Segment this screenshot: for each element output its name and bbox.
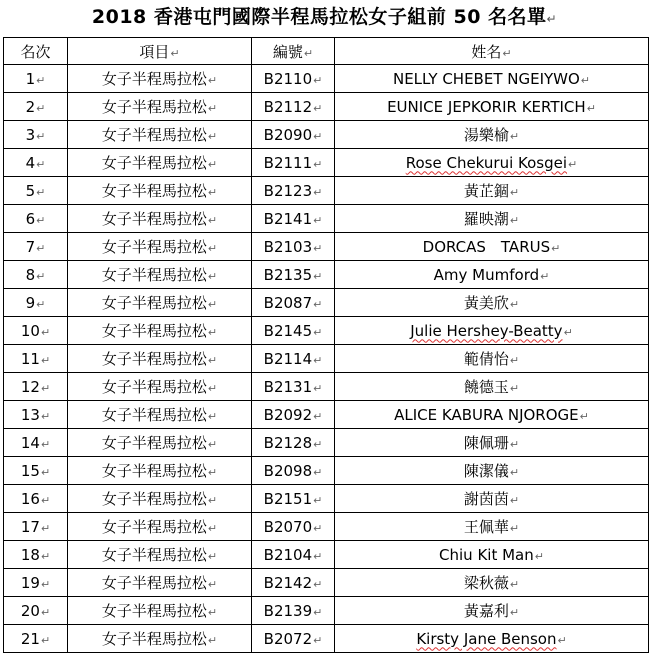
cell-rank-text: 20 <box>20 601 40 620</box>
cell-event-text: 女子半程馬拉松 <box>101 350 207 368</box>
cell-event-text: 女子半程馬拉松 <box>101 322 207 340</box>
paragraph-mark-icon: ↵ <box>36 269 46 283</box>
paragraph-mark-icon: ↵ <box>170 46 180 60</box>
cell-rank-text: 10 <box>20 321 40 340</box>
cell-name <box>335 513 649 541</box>
paragraph-mark-icon: ↵ <box>313 577 323 591</box>
cell-rank <box>4 485 68 513</box>
cell-event-text: 女子半程馬拉松 <box>101 210 207 228</box>
cell-bib-text: B2145 <box>263 321 313 340</box>
cell-event <box>68 569 252 597</box>
cell-rank-text: 17 <box>20 517 40 536</box>
cell-bib-text: B2104 <box>263 545 313 564</box>
cell-name-text: 陳潔儀 <box>463 462 509 480</box>
paragraph-mark-icon: ↵ <box>313 185 323 199</box>
cell-name <box>335 597 649 625</box>
cell-name <box>335 261 649 289</box>
cell-name-text: Julie Hershey-Beatty <box>410 321 563 340</box>
paragraph-mark-icon: ↵ <box>586 101 596 115</box>
paragraph-mark-icon: ↵ <box>36 73 46 87</box>
paragraph-mark-icon: ↵ <box>313 381 323 395</box>
paragraph-mark-icon: ↵ <box>509 186 520 199</box>
paragraph-mark-icon: ↵ <box>502 46 512 60</box>
cell-bib-text: B2131 <box>263 377 313 396</box>
table-row <box>4 597 649 625</box>
cell-bib-text: B2072 <box>263 629 313 648</box>
cell-bib <box>252 93 335 121</box>
table-row <box>4 261 649 289</box>
paragraph-mark-icon: ↵ <box>313 549 323 563</box>
table-row <box>4 65 649 93</box>
table-row <box>4 569 649 597</box>
paragraph-mark-icon: ↵ <box>207 74 218 87</box>
paragraph-mark-icon: ↵ <box>36 157 46 171</box>
document-title-text: 2018 香港屯門國際半程馬拉松女子組前 50 名名單 <box>91 6 547 28</box>
cell-event-text: 女子半程馬拉松 <box>101 602 207 620</box>
document-title <box>0 4 649 32</box>
cell-bib <box>252 541 335 569</box>
paragraph-mark-icon: ↵ <box>40 633 51 647</box>
cell-name-text: Rose Chekurui Kosgei <box>405 153 568 172</box>
cell-bib-text: B2103 <box>263 237 313 256</box>
paragraph-mark-icon: ↵ <box>40 437 51 451</box>
cell-rank-text: 21 <box>20 629 40 648</box>
cell-rank <box>4 317 68 345</box>
cell-rank <box>4 65 68 93</box>
cell-event-text: 女子半程馬拉松 <box>101 518 207 536</box>
cell-rank <box>4 569 68 597</box>
cell-name <box>335 121 649 149</box>
table-row <box>4 457 649 485</box>
cell-name-text: 黃美欣 <box>463 294 509 312</box>
paragraph-mark-icon: ↵ <box>207 214 218 227</box>
paragraph-mark-icon: ↵ <box>207 102 218 115</box>
cell-bib <box>252 261 335 289</box>
paragraph-mark-icon: ↵ <box>40 353 51 367</box>
cell-name-text: 饒德玉 <box>463 378 509 396</box>
paragraph-mark-icon: ↵ <box>40 605 51 619</box>
paragraph-mark-icon: ↵ <box>207 298 218 311</box>
paragraph-mark-icon: ↵ <box>563 325 573 339</box>
cell-rank-text: 14 <box>20 433 40 452</box>
cell-rank <box>4 177 68 205</box>
cell-event <box>68 625 252 653</box>
cell-event-text: 女子半程馬拉松 <box>101 574 207 592</box>
paragraph-mark-icon: ↵ <box>509 354 520 367</box>
cell-bib <box>252 289 335 317</box>
paragraph-mark-icon: ↵ <box>207 606 218 619</box>
cell-rank-text: 12 <box>20 377 40 396</box>
paragraph-mark-icon: ↵ <box>40 465 51 479</box>
cell-bib <box>252 205 335 233</box>
table-row <box>4 513 649 541</box>
paragraph-mark-icon: ↵ <box>313 437 323 451</box>
table-row <box>4 541 649 569</box>
paragraph-mark-icon: ↵ <box>36 297 46 311</box>
paragraph-mark-icon: ↵ <box>509 438 520 451</box>
cell-name-text: 陳佩珊 <box>463 434 509 452</box>
cell-event <box>68 429 252 457</box>
paragraph-mark-icon: ↵ <box>313 73 323 87</box>
paragraph-mark-icon: ↵ <box>313 633 323 647</box>
paragraph-mark-icon: ↵ <box>36 101 46 115</box>
paragraph-mark-icon: ↵ <box>207 186 218 199</box>
cell-rank <box>4 401 68 429</box>
cell-name <box>335 317 649 345</box>
paragraph-mark-icon: ↵ <box>40 381 51 395</box>
cell-event-text: 女子半程馬拉松 <box>101 266 207 284</box>
cell-event-text: 女子半程馬拉松 <box>101 462 207 480</box>
table-row <box>4 485 649 513</box>
cell-bib <box>252 401 335 429</box>
cell-rank <box>4 261 68 289</box>
cell-bib-text: B2141 <box>263 209 313 228</box>
cell-name-text: 黃芷錮 <box>463 182 509 200</box>
cell-name <box>335 233 649 261</box>
paragraph-mark-icon: ↵ <box>207 466 218 479</box>
cell-event <box>68 289 252 317</box>
cell-event <box>68 233 252 261</box>
cell-rank <box>4 345 68 373</box>
cell-name-text: Kirsty Jane Benson <box>416 629 557 648</box>
cell-rank-text: 13 <box>20 405 40 424</box>
paragraph-mark-icon: ↵ <box>313 465 323 479</box>
cell-name-text: EUNICE JEPKORIR KERTICH <box>387 97 586 116</box>
table-row <box>4 93 649 121</box>
cell-bib-text: B2070 <box>263 517 313 536</box>
cell-rank <box>4 93 68 121</box>
table-body <box>4 65 649 653</box>
cell-event <box>68 177 252 205</box>
cell-event <box>68 205 252 233</box>
cell-event-text: 女子半程馬拉松 <box>101 378 207 396</box>
cell-event-text: 女子半程馬拉松 <box>101 490 207 508</box>
paragraph-mark-icon: ↵ <box>580 73 591 87</box>
paragraph-mark-icon: ↵ <box>509 382 520 395</box>
table-row <box>4 373 649 401</box>
table-row <box>4 121 649 149</box>
cell-event-text: 女子半程馬拉松 <box>101 126 207 144</box>
cell-rank-text: 5 <box>25 181 36 200</box>
results-table <box>3 37 649 653</box>
cell-bib <box>252 121 335 149</box>
cell-event <box>68 261 252 289</box>
cell-name <box>335 401 649 429</box>
cell-rank-text: 16 <box>20 489 40 508</box>
paragraph-mark-icon: ↵ <box>207 382 218 395</box>
cell-name <box>335 149 649 177</box>
paragraph-mark-icon: ↵ <box>313 325 323 339</box>
paragraph-mark-icon: ↵ <box>509 578 520 591</box>
cell-bib-text: B2092 <box>263 405 313 424</box>
cell-name <box>335 485 649 513</box>
cell-bib <box>252 345 335 373</box>
cell-name-text: 王佩華 <box>463 518 509 536</box>
cell-bib-text: B2135 <box>263 265 313 284</box>
cell-rank <box>4 233 68 261</box>
cell-event <box>68 513 252 541</box>
table-header-row <box>4 38 649 65</box>
paragraph-mark-icon: ↵ <box>40 409 51 423</box>
cell-event <box>68 373 252 401</box>
paragraph-mark-icon: ↵ <box>534 549 544 563</box>
paragraph-mark-icon: ↵ <box>313 129 323 143</box>
paragraph-mark-icon: ↵ <box>207 326 218 339</box>
cell-rank <box>4 597 68 625</box>
cell-event <box>68 597 252 625</box>
paragraph-mark-icon: ↵ <box>207 242 218 255</box>
cell-event <box>68 149 252 177</box>
cell-rank <box>4 205 68 233</box>
cell-event-text: 女子半程馬拉松 <box>101 98 207 116</box>
paragraph-mark-icon: ↵ <box>207 270 218 283</box>
paragraph-mark-icon: ↵ <box>509 298 520 311</box>
paragraph-mark-icon: ↵ <box>313 213 323 227</box>
cell-bib <box>252 457 335 485</box>
paragraph-mark-icon: ↵ <box>40 325 51 339</box>
paragraph-mark-icon: ↵ <box>509 494 520 507</box>
cell-event <box>68 317 252 345</box>
paragraph-mark-icon: ↵ <box>36 185 46 199</box>
paragraph-mark-icon: ↵ <box>207 634 218 647</box>
cell-bib <box>252 569 335 597</box>
paragraph-mark-icon: ↵ <box>36 129 46 143</box>
cell-bib <box>252 373 335 401</box>
paragraph-mark-icon: ↵ <box>313 157 323 171</box>
cell-name <box>335 177 649 205</box>
cell-rank-text: 15 <box>20 461 40 480</box>
cell-bib <box>252 485 335 513</box>
paragraph-mark-icon: ↵ <box>207 550 218 563</box>
cell-name <box>335 345 649 373</box>
cell-bib <box>252 597 335 625</box>
cell-name-text: 黃嘉利 <box>463 602 509 620</box>
cell-name-text: 梁秋薇 <box>463 574 509 592</box>
paragraph-mark-icon: ↵ <box>551 242 561 255</box>
paragraph-mark-icon: ↵ <box>313 353 323 367</box>
cell-bib-text: B2151 <box>263 489 313 508</box>
cell-event <box>68 401 252 429</box>
cell-event-text: 女子半程馬拉松 <box>101 294 207 312</box>
cell-rank <box>4 373 68 401</box>
cell-bib <box>252 625 335 653</box>
paragraph-mark-icon: ↵ <box>207 438 218 451</box>
cell-rank <box>4 457 68 485</box>
cell-name-text: 湯樂榆 <box>463 126 509 144</box>
paragraph-mark-icon: ↵ <box>313 269 323 283</box>
cell-bib-text: B2114 <box>263 349 313 368</box>
cell-bib <box>252 149 335 177</box>
paragraph-mark-icon: ↵ <box>509 130 520 143</box>
paragraph-mark-icon: ↵ <box>509 214 520 227</box>
cell-bib <box>252 317 335 345</box>
paragraph-mark-icon: ↵ <box>313 605 323 619</box>
paragraph-mark-icon: ↵ <box>207 522 218 535</box>
header-event: 項目↵ <box>68 38 252 65</box>
cell-bib <box>252 429 335 457</box>
cell-rank-text: 6 <box>25 209 36 228</box>
header-bib: 編號↵ <box>252 38 335 65</box>
cell-bib <box>252 513 335 541</box>
cell-bib-text: B2087 <box>263 293 313 312</box>
cell-bib <box>252 65 335 93</box>
cell-bib-text: B2123 <box>263 181 313 200</box>
cell-bib-text: B2128 <box>263 433 313 452</box>
cell-bib-text: B2111 <box>263 153 313 172</box>
cell-event-text: 女子半程馬拉松 <box>101 154 207 172</box>
cell-bib-text: B2142 <box>263 573 313 592</box>
table-row <box>4 401 649 429</box>
paragraph-mark-icon: ↵ <box>207 130 218 143</box>
paragraph-mark-icon: ↵ <box>568 157 578 171</box>
paragraph-mark-icon: ↵ <box>546 12 558 26</box>
cell-rank <box>4 541 68 569</box>
cell-event-text: 女子半程馬拉松 <box>101 406 207 424</box>
paragraph-mark-icon: ↵ <box>313 101 323 115</box>
paragraph-mark-icon: ↵ <box>207 158 218 171</box>
cell-event-text: 女子半程馬拉松 <box>101 546 207 564</box>
cell-event-text: 女子半程馬拉松 <box>101 630 207 648</box>
paragraph-mark-icon: ↵ <box>313 493 323 507</box>
paragraph-mark-icon: ↵ <box>313 521 323 535</box>
cell-name-text: NELLY CHEBET NGEIYWO <box>392 69 580 88</box>
cell-name <box>335 541 649 569</box>
paragraph-mark-icon: ↵ <box>207 410 218 423</box>
header-rank: 名次 <box>4 38 68 65</box>
cell-name <box>335 65 649 93</box>
paragraph-mark-icon: ↵ <box>540 269 550 283</box>
cell-rank-text: 4 <box>25 153 36 172</box>
cell-event <box>68 93 252 121</box>
cell-rank-text: 2 <box>25 97 36 116</box>
paragraph-mark-icon: ↵ <box>313 241 323 255</box>
cell-rank-text: 11 <box>20 349 40 368</box>
cell-rank <box>4 513 68 541</box>
table-row <box>4 625 649 653</box>
cell-name-text: ALICE KABURA NJOROGE <box>394 405 579 424</box>
cell-rank-text: 7 <box>25 237 36 256</box>
cell-rank-text: 9 <box>25 293 36 312</box>
cell-rank-text: 8 <box>25 265 36 284</box>
cell-rank <box>4 149 68 177</box>
cell-name <box>335 289 649 317</box>
cell-event <box>68 65 252 93</box>
cell-bib-text: B2139 <box>263 601 313 620</box>
cell-bib <box>252 177 335 205</box>
paragraph-mark-icon: ↵ <box>509 606 520 619</box>
paragraph-mark-icon: ↵ <box>207 578 218 591</box>
paragraph-mark-icon: ↵ <box>509 522 520 535</box>
cell-name-text: 謝茵茵 <box>463 490 509 508</box>
cell-event <box>68 457 252 485</box>
table-row <box>4 233 649 261</box>
table-row <box>4 177 649 205</box>
cell-event <box>68 485 252 513</box>
table-row <box>4 345 649 373</box>
paragraph-mark-icon: ↵ <box>40 493 51 507</box>
cell-name-text: 範倩怡 <box>463 350 509 368</box>
paragraph-mark-icon: ↵ <box>313 409 323 423</box>
paragraph-mark-icon: ↵ <box>36 241 46 255</box>
paragraph-mark-icon: ↵ <box>40 549 51 563</box>
cell-rank <box>4 429 68 457</box>
table-row <box>4 149 649 177</box>
cell-bib-text: B2112 <box>263 97 313 116</box>
cell-event <box>68 541 252 569</box>
cell-bib-text: B2098 <box>263 461 313 480</box>
cell-rank-text: 19 <box>20 573 40 592</box>
cell-name <box>335 373 649 401</box>
cell-bib-text: B2110 <box>263 69 313 88</box>
cell-rank <box>4 289 68 317</box>
cell-name <box>335 569 649 597</box>
table-row <box>4 429 649 457</box>
paragraph-mark-icon: ↵ <box>579 409 589 423</box>
cell-name-text: Amy Mumford <box>433 265 540 284</box>
paragraph-mark-icon: ↵ <box>303 46 314 60</box>
table-row <box>4 317 649 345</box>
cell-rank-text: 1 <box>25 69 36 88</box>
cell-rank-text: 18 <box>20 545 40 564</box>
cell-event <box>68 121 252 149</box>
paragraph-mark-icon: ↵ <box>36 213 46 227</box>
cell-bib <box>252 233 335 261</box>
cell-name <box>335 625 649 653</box>
cell-name-text: DORCAS TARUS <box>422 238 551 256</box>
cell-rank-text: 3 <box>25 125 36 144</box>
cell-rank <box>4 625 68 653</box>
cell-name <box>335 457 649 485</box>
cell-name <box>335 429 649 457</box>
cell-event-text: 女子半程馬拉松 <box>101 238 207 256</box>
paragraph-mark-icon: ↵ <box>207 494 218 507</box>
cell-bib-text: B2090 <box>263 125 313 144</box>
cell-rank <box>4 121 68 149</box>
cell-event-text: 女子半程馬拉松 <box>101 434 207 452</box>
cell-event-text: 女子半程馬拉松 <box>101 70 207 88</box>
paragraph-mark-icon: ↵ <box>207 354 218 367</box>
paragraph-mark-icon: ↵ <box>557 633 567 647</box>
cell-name <box>335 93 649 121</box>
cell-event <box>68 345 252 373</box>
cell-event-text: 女子半程馬拉松 <box>101 182 207 200</box>
table-row <box>4 205 649 233</box>
table-row <box>4 289 649 317</box>
cell-name-text: Chiu Kit Man <box>439 545 534 564</box>
cell-name <box>335 205 649 233</box>
paragraph-mark-icon: ↵ <box>40 521 51 535</box>
header-name: 姓名↵ <box>335 38 649 65</box>
paragraph-mark-icon: ↵ <box>313 297 323 311</box>
cell-name-text: 羅映潮 <box>463 210 509 228</box>
paragraph-mark-icon: ↵ <box>509 466 520 479</box>
paragraph-mark-icon: ↵ <box>40 577 51 591</box>
